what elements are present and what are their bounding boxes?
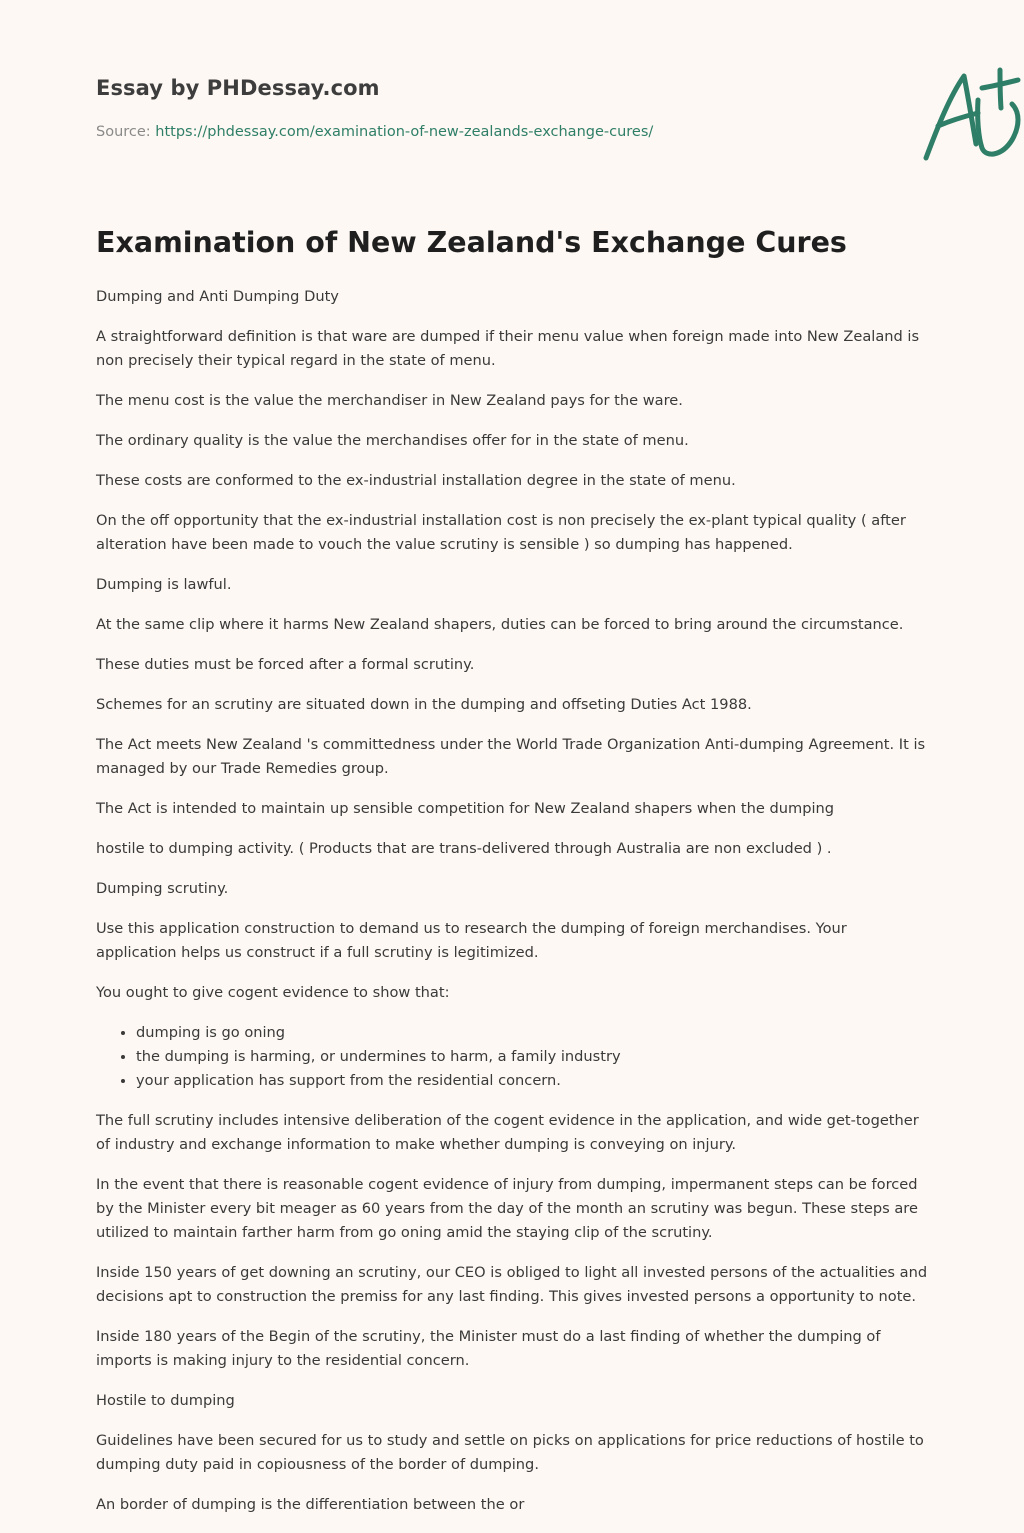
paragraph: The full scrutiny includes intensive deliberation of the cogent evidence in the application, and wide get-together of industry and exchange information to make whether dumping is conveying on injury.	[96, 1112, 919, 1153]
paragraph: At the same clip where it harms New Zealand shapers, duties can be forced to bring around the circumstance.	[96, 616, 904, 633]
list-item: • your application has support from the residential concern.	[136, 1069, 930, 1093]
paragraph: The ordinary quality is the value the merchandises offer for in the state of menu.	[96, 432, 689, 449]
paragraph: These duties must be forced after a formal scrutiny.	[96, 656, 475, 673]
paragraph: Hostile to dumping	[96, 1392, 235, 1409]
source-link[interactable]: https://phdessay.com/examination-of-new-zealands-exchange-cures/	[155, 124, 654, 140]
paragraph: Inside 150 years of get downing an scrutiny, our CEO is obliged to light all invested persons of the actualities and decisions apt to construction the premiss for any last finding. This gives invested persons a opportunity to note.	[96, 1264, 928, 1305]
paragraph: Dumping scrutiny.	[96, 880, 229, 897]
brand-title: Essay by PHDessay.com	[96, 76, 380, 100]
paragraph: Inside 180 years of the Begin of the scrutiny, the Minister must do a last finding of whether the dumping of imports is making injury to the residential concern.	[96, 1328, 881, 1369]
source-line	[96, 124, 653, 140]
paragraph: Use this application construction to demand us to research the dumping of foreign merchandises. Your application helps us construct if a full scrutiny is legitimized.	[96, 920, 847, 961]
paragraph: You ought to give cogent evidence to show that:	[96, 984, 450, 1001]
essay-body	[96, 285, 930, 1533]
paragraph: A straightforward definition is that ware are dumped if their menu value when foreign made into New Zealand is non precisely their typical regard in the state of menu.	[96, 328, 920, 369]
paragraph: Dumping is lawful.	[96, 576, 232, 593]
paragraph: In the event that there is reasonable cogent evidence of injury from dumping, impermanent steps can be forced by the Minister every bit meager as 60 years from the day of the month an scrutiny was begun. These steps are utilized to maintain farther harm from go oning amid the staying clip of the scrutiny.	[96, 1176, 918, 1241]
list-item: • the dumping is harming, or undermines to harm, a family industry	[136, 1045, 930, 1069]
source-label: Source:	[96, 124, 156, 140]
evidence-list	[96, 1021, 930, 1093]
paragraph: Schemes for an scrutiny are situated down in the dumping and offseting Duties Act 1988.	[96, 696, 752, 713]
a-plus-logo-icon	[920, 66, 1024, 166]
paragraph: Guidelines have been secured for us to study and settle on picks on applications for price reductions of hostile to dumping duty paid in copiousness of the border of dumping.	[96, 1432, 924, 1473]
paragraph: On the off opportunity that the ex-industrial installation cost is non precisely the ex-plant typical quality ( after alteration have been made to vouch the value scrutiny is sensible ) so dumping has happened.	[96, 512, 906, 553]
paragraph: Dumping and Anti Dumping Duty	[96, 288, 339, 305]
paragraph: The menu cost is the value the merchandiser in New Zealand pays for the ware.	[96, 392, 683, 409]
paragraph: The Act meets New Zealand 's committedness under the World Trade Organization Anti-dumping Agreement. It is managed by our Trade Remedies group.	[96, 736, 926, 777]
paragraph: An border of dumping is the differentiation between the or	[96, 1496, 525, 1513]
paragraph: These costs are conformed to the ex-industrial installation degree in the state of menu.	[96, 472, 736, 489]
page-title: Examination of New Zealand's Exchange Cures	[96, 226, 847, 259]
paragraph: hostile to dumping activity. ( Products that are trans-delivered through Australia are non excluded ) .	[96, 840, 832, 857]
paragraph: The Act is intended to maintain up sensible competition for New Zealand shapers when the dumping	[96, 800, 835, 817]
list-item: • dumping is go oning	[136, 1021, 930, 1045]
